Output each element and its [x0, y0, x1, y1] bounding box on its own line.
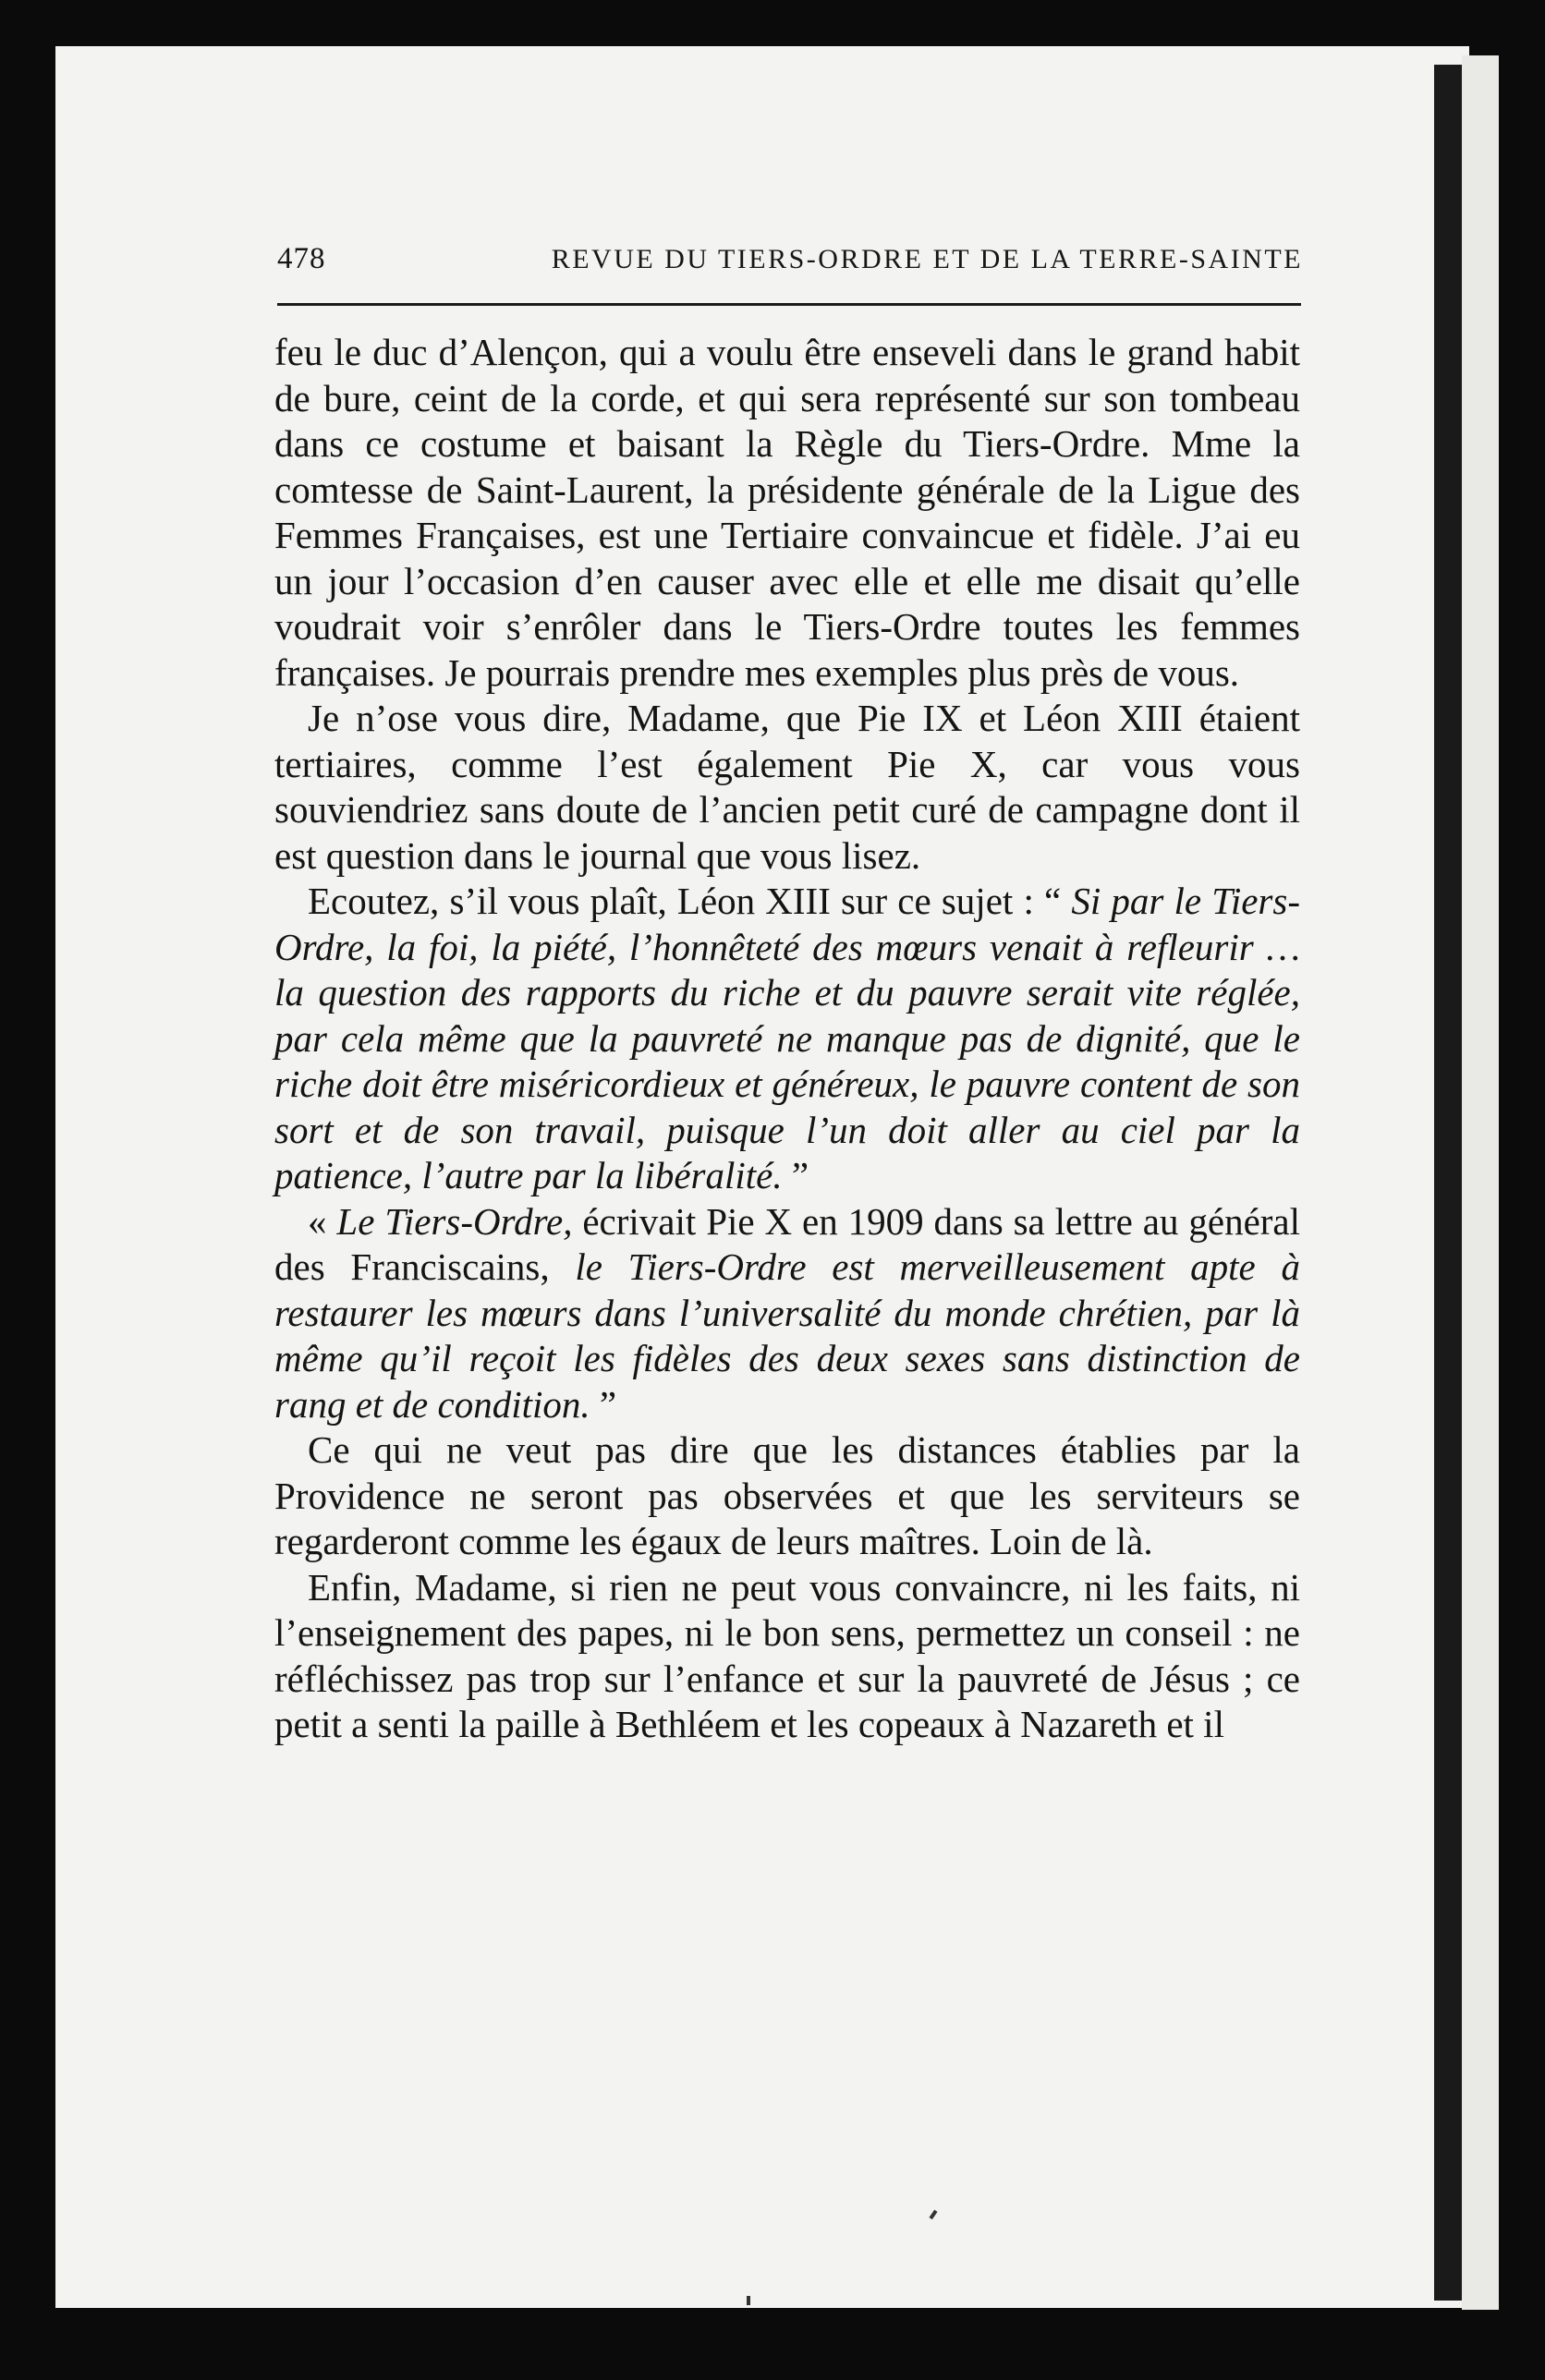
next-page-edge: [1434, 65, 1462, 2301]
leo-xiii-quote: Si par le Tiers-Ordre, la foi, la piété, l’honnêteté des mœurs venait à refleurir … la question des rapports du riche et du pauvre serait vite réglée, par cela même que la pauvreté ne manque pas de dignité, que le riche doit être miséricordieux et généreux, le pauvre content de son sort et de son travail, puisque l’un doit aller au ciel par la patience, l’autre par la libéralité.: [274, 880, 1300, 1196]
paragraph-6: Enfin, Madame, si rien ne peut vous convaincre, ni les faits, ni l’enseignement des papes, ni le bon sens, permettez un conseil : ne réfléchissez pas trop sur l’enfance et sur la pauvreté de Jésus ; ce petit a senti la paille à Bethléem et les copeaux à Nazareth et il: [274, 1565, 1300, 1745]
paragraph-3: [274, 879, 1300, 1199]
pius-x-quote: le Tiers-Ordre est merveilleusement apte à restaurer les mœurs dans l’universalité du monde chrétien, par là même qu’il reçoit les fidèles des deux sexes sans distinction de rang et de condition.: [274, 1245, 1300, 1426]
paragraph-3-intro: Ecoutez, s’il vous plaît, Léon XIII sur ce sujet : “: [308, 880, 1072, 922]
paragraph-5: Ce qui ne veut pas dire que les distances établies par la Providence ne seront pas observées et que les serviteurs se regarderont comme les égaux de leurs maîtres. Loin de là.: [274, 1428, 1300, 1562]
paragraph-4-title: Le Tiers-Ordre,: [336, 1199, 573, 1243]
paragraph-4-open: «: [308, 1199, 337, 1243]
paragraph-4-close: ”: [590, 1382, 617, 1426]
paragraph-3-close: ”: [782, 1154, 809, 1196]
header-rule: [277, 303, 1301, 306]
body-text: [274, 330, 1300, 1748]
page-number: 478: [277, 242, 326, 275]
paragraph-2: Je n’ose vous dire, Madame, que Pie IX et Léon XIII étaient tertiaires, comme l’est également Pie X, car vous vous souviendriez sans doute de l’ancien petit curé de campagne dont il est question dans le journal que vous lisez.: [274, 697, 1300, 877]
paragraph-4: [274, 1199, 1300, 1428]
scan-speck: [747, 2296, 750, 2305]
next-page-margin: [1462, 55, 1499, 2310]
paragraph-1: feu le duc d’Alençon, qui a voulu être enseveli dans le grand habit de bure, ceint de la corde, et qui sera représenté sur son tombeau dans ce costume et baisant la Règle du Tiers-Ordre. Mme la comtesse de Saint-Laurent, la présidente générale de la Ligue des Femmes Françaises, est une Tertiaire convaincue et fidèle. J’ai eu un jour l’occasion d’en causer avec elle et elle me disait qu’elle voudrait voir s’enrôler dans le Tiers-Ordre toutes les femmes françaises. Je pourrais prendre mes exemples plus près de vous.: [274, 331, 1300, 694]
running-header: [277, 242, 1303, 276]
paragraph-4-mid: écrivait Pie X en 1909 dans sa lettre au général des Franciscains,: [274, 1199, 1301, 1288]
running-title: REVUE DU TIERS-ORDRE ET DE LA TERRE-SAINTE: [551, 244, 1303, 274]
